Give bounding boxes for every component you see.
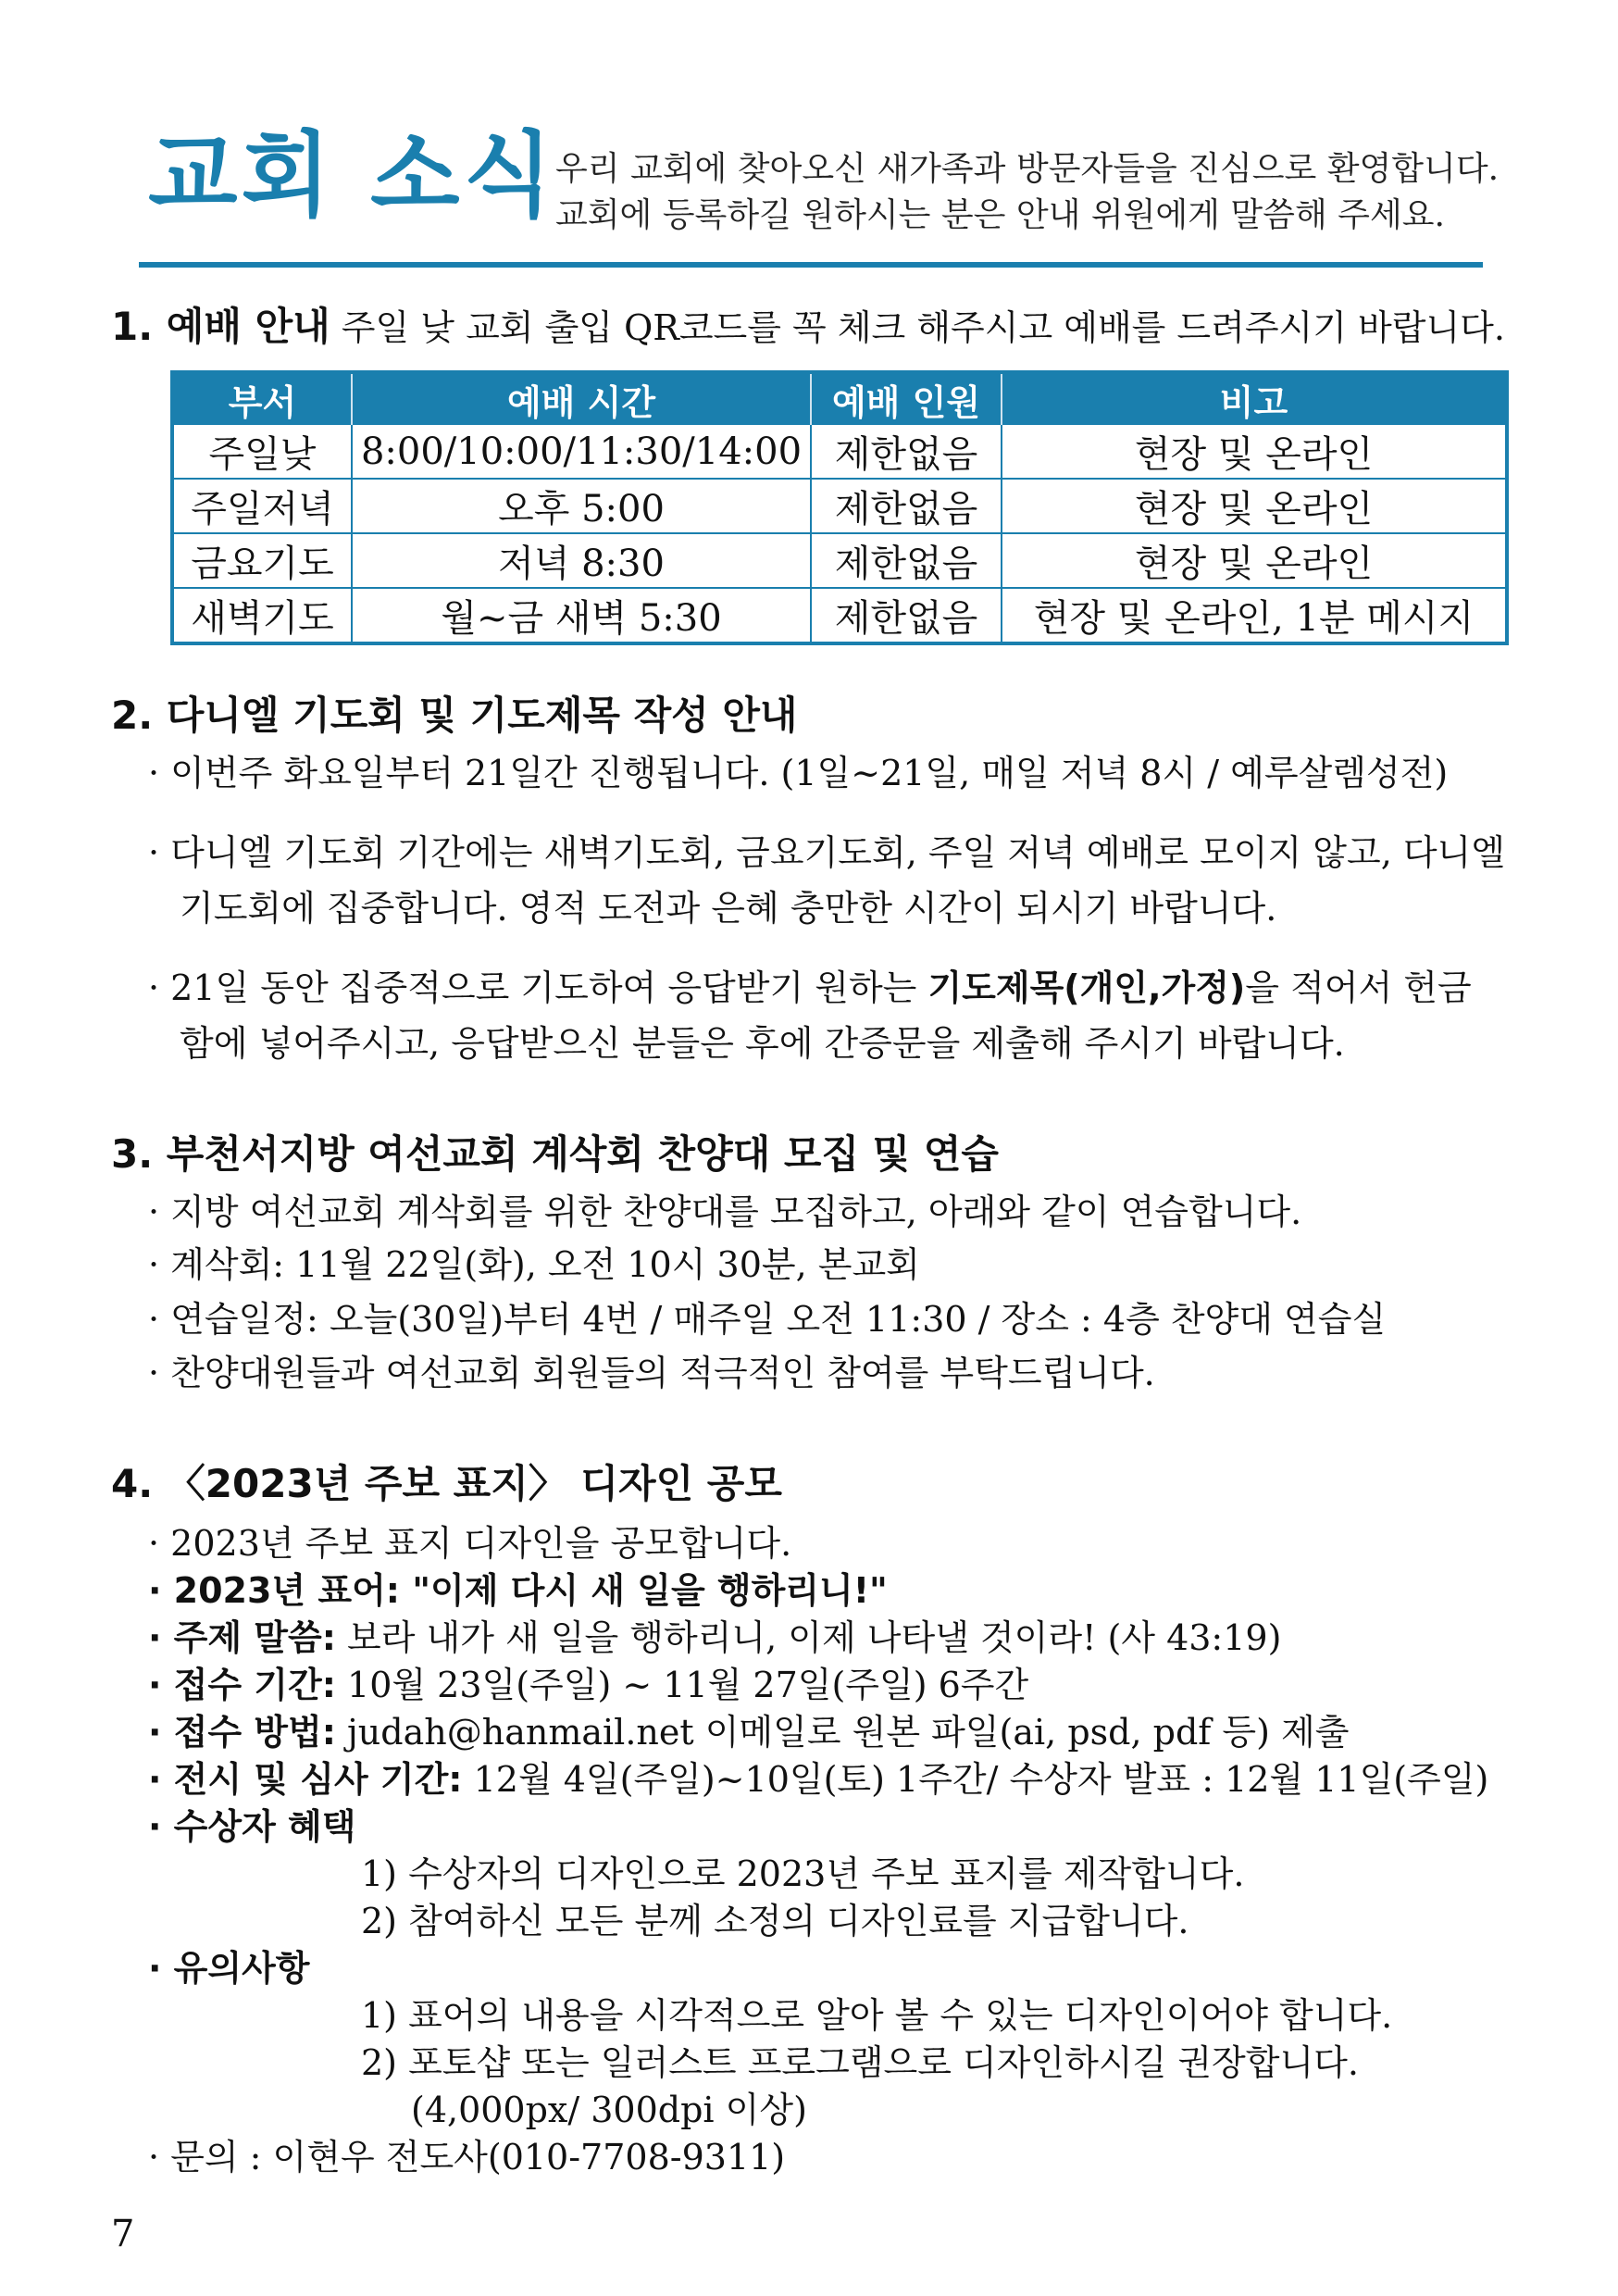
section-3-line-3: · 연습일정: 오늘(30일)부터 4번 / 매주일 오전 11:30 / 장소 : 4층 찬양대 연습실: [148, 1299, 1387, 1340]
table-cell: 현장 및 온라인: [1002, 425, 1507, 479]
table-cell: 금요기도: [172, 533, 352, 588]
review-value: 12월 4일(주일)~10일(토) 1주간/ 수상자 발표 : 12월 11일(주일): [462, 1759, 1489, 1800]
section-2-bullet-2-cont: 기도회에 집중합니다. 영적 도전과 은혜 충만한 시간이 되시기 바랍니다.: [180, 888, 1277, 929]
section-3-line-4: · 찬양대원들과 여선교회 회원들의 적극적인 참여를 부탁드립니다.: [148, 1353, 1155, 1393]
section-2-heading: 2. 다니엘 기도회 및 기도제목 작성 안내: [111, 693, 798, 738]
section-4-line-1: · 2023년 주보 표지 디자인을 공모합니다.: [148, 1523, 792, 1564]
welcome-line-1: 우리 교회에 찾아오신 새가족과 방문자들을 진심으로 환영합니다.: [555, 150, 1500, 188]
section-4-heading: 4. 〈2023년 주보 표지〉 디자인 공모: [111, 1461, 782, 1506]
section-1-heading: [111, 304, 1505, 350]
table-row: [172, 588, 1507, 643]
section-2-bullet-2: · 다니엘 기도회 기간에는 새벽기도회, 금요기도회, 주일 저녁 예배로 모이지 않고, 다니엘: [148, 832, 1505, 873]
section-4-benefit-label: · 수상자 혜택: [148, 1806, 356, 1847]
table-cell: 제한없음: [811, 479, 1002, 533]
table-cell: 주일저녁: [172, 479, 352, 533]
page-title: 교회 소식: [148, 121, 557, 230]
page-number: 7: [111, 2213, 135, 2255]
table-cell: 오후 5:00: [352, 479, 811, 533]
note-item-2-cont: (4,000px/ 300dpi 이상): [411, 2090, 807, 2130]
bullet-3-text-pre: · 21일 동안 집중적으로 기도하여 응답받기 원하는: [148, 967, 928, 1008]
note-item-1: 1) 표어의 내용을 시각적으로 알아 볼 수 있는 디자인이어야 합니다.: [361, 1995, 1393, 2036]
table-cell: 현장 및 온라인: [1002, 533, 1507, 588]
method-label: · 접수 방법:: [148, 1712, 336, 1753]
table-cell: 현장 및 온라인: [1002, 479, 1507, 533]
section-1-note: 주일 낮 교회 출입 QR코드를 꼭 체크 해주시고 예배를 드려주시기 바랍니다.: [330, 307, 1505, 348]
bullet-3-highlight: 기도제목(개인,가정): [927, 967, 1246, 1008]
table-row: [172, 533, 1507, 588]
column-header: 예배 인원: [811, 372, 1002, 425]
theme-label: · 주제 말씀:: [148, 1617, 336, 1658]
table-cell: 8:00/10:00/11:30/14:00: [352, 425, 811, 479]
table-cell: 제한없음: [811, 588, 1002, 643]
column-header: 비고: [1002, 372, 1507, 425]
section-4-period: [148, 1664, 1028, 1708]
section-3-line-2: · 계삭회: 11월 22일(화), 오전 10시 30분, 본교회: [148, 1244, 920, 1285]
column-header: 부서: [172, 372, 352, 425]
section-1-title: 1. 예배 안내: [111, 304, 330, 349]
welcome-line-2: 교회에 등록하길 원하시는 분은 안내 위원에게 말씀해 주세요.: [555, 196, 1445, 234]
service-schedule-table: [170, 370, 1509, 645]
section-3-line-1: · 지방 여선교회 계삭회를 위한 찬양대를 모집하고, 아래와 같이 연습합니다.: [148, 1192, 1302, 1232]
table-cell: 저녁 8:30: [352, 533, 811, 588]
table-cell: 현장 및 온라인, 1분 메시지: [1002, 588, 1507, 643]
table-row: [172, 479, 1507, 533]
table-cell: 월~금 새벽 5:30: [352, 588, 811, 643]
contact-info: · 문의 : 이현우 전도사(010-7708-9311): [148, 2137, 786, 2177]
period-label: · 접수 기간:: [148, 1665, 336, 1705]
section-4-notes-label: · 유의사항: [148, 1948, 310, 1989]
section-2-bullet-3-cont: 함에 넣어주시고, 응답받으신 분들은 후에 간증문을 제출해 주시기 바랍니다.: [180, 1023, 1345, 1064]
section-2-bullet-3: [148, 967, 1472, 1011]
review-label: · 전시 및 심사 기간:: [148, 1759, 463, 1800]
method-value: judah@hanmail.net 이메일로 원본 파일(ai, psd, pdf 등) 제출: [335, 1712, 1350, 1753]
table-cell: 제한없음: [811, 425, 1002, 479]
welcome-message: [555, 146, 1499, 239]
section-4-review: [148, 1758, 1488, 1803]
table-cell: 새벽기도: [172, 588, 352, 643]
bullet-3-text-post: 을 적어서 헌금: [1245, 967, 1472, 1008]
note-item-2: 2) 포토샵 또는 일러스트 프로그램으로 디자인하시길 권장합니다.: [361, 2042, 1359, 2083]
table-header-row: [172, 372, 1507, 425]
section-4-motto: · 2023년 표어: "이제 다시 새 일을 행하리니!": [148, 1570, 888, 1611]
table-cell: 주일낮: [172, 425, 352, 479]
section-4-method: [148, 1711, 1349, 1755]
theme-value: 보라 내가 새 일을 행하리니, 이제 나타낼 것이라! (사 43:19): [335, 1617, 1282, 1658]
header-divider: [139, 262, 1483, 268]
column-header: 예배 시간: [352, 372, 811, 425]
section-2-bullet-1: · 이번주 화요일부터 21일간 진행됩니다. (1일~21일, 매일 저녁 8시 / 예루살렘성전): [148, 753, 1449, 793]
section-4-theme: [148, 1616, 1281, 1661]
benefit-item-1: 1) 수상자의 디자인으로 2023년 주보 표지를 제작합니다.: [361, 1853, 1245, 1894]
period-value: 10월 23일(주일) ~ 11월 27일(주일) 6주간: [335, 1665, 1029, 1705]
table-cell: 제한없음: [811, 533, 1002, 588]
section-3-heading: 3. 부천서지방 여선교회 계삭회 찬양대 모집 및 연습: [111, 1131, 999, 1177]
benefit-item-2: 2) 참여하신 모든 분께 소정의 디자인료를 지급합니다.: [361, 1901, 1189, 1941]
table-row: [172, 425, 1507, 479]
